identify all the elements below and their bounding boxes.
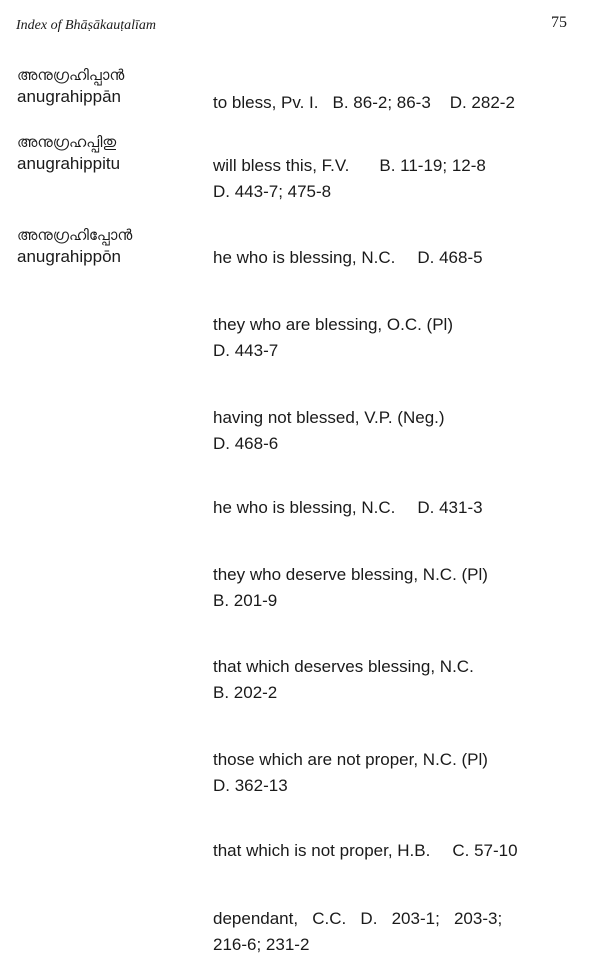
headword-malayalam: അനുഗ്രഹിപ്പാൻ — [17, 67, 125, 84]
entry-refs: 216-6; 231-2 — [213, 935, 310, 954]
entry-refs: D. 431-3 — [417, 498, 483, 517]
entry-3 — [213, 245, 483, 271]
entry-2 — [213, 153, 486, 205]
entry-10 — [213, 838, 518, 864]
entry-meaning: he who is blessing, N.C. — [213, 248, 396, 267]
entry-refs: D. 362-13 — [213, 776, 288, 795]
entry-meaning: he who is blessing, N.C. — [213, 498, 396, 517]
entry-9 — [213, 747, 488, 799]
entry-meaning: they who are blessing, O.C. (Pl) — [213, 315, 453, 334]
headword-malayalam: അനുഗ്രഹിപ്പോൻ — [17, 227, 133, 244]
entry-refs: D. 468-6 — [213, 434, 279, 453]
entry-meaning: to bless, Pv. I. — [213, 93, 319, 112]
entry-refs: C. 57-10 — [452, 841, 518, 860]
entry-refs: B. 201-9 — [213, 591, 278, 610]
headword-1 — [17, 66, 124, 108]
entry-meaning: those which are not proper, N.C. (Pl) — [213, 750, 488, 769]
entry-meaning: dependant, C.C. D. 203-1; 203-3; — [213, 909, 503, 928]
entry-meaning: that which deserves blessing, N.C. — [213, 657, 474, 676]
entry-4 — [213, 312, 453, 364]
entry-8 — [213, 654, 474, 706]
entry-6 — [213, 495, 483, 521]
entry-5 — [213, 405, 445, 457]
headword-transliteration: anugrahippān — [17, 87, 121, 106]
entry-refs: B. 86-2; 86-3 D. 282-2 — [332, 93, 515, 112]
entry-meaning: they who deserve blessing, N.C. (Pl) — [213, 565, 488, 584]
entry-refs-continued: D. 443-7; 475-8 — [213, 182, 332, 201]
headword-transliteration: anugrahippōn — [17, 247, 121, 266]
page-number: 75 — [551, 14, 567, 31]
entry-meaning: having not blessed, V.P. (Neg.) — [213, 408, 445, 427]
entry-refs: D. 443-7 — [213, 341, 279, 360]
headword-2 — [17, 133, 120, 175]
headword-3 — [17, 226, 132, 268]
entry-meaning: will bless this, F.V. — [213, 156, 350, 175]
entry-refs: D. 468-5 — [417, 248, 483, 267]
entry-7 — [213, 562, 488, 614]
entry-1 — [213, 90, 515, 116]
entry-meaning: that which is not proper, H.B. — [213, 841, 431, 860]
entry-refs: B. 11-19; 12-8 — [379, 156, 486, 175]
entry-11 — [213, 906, 502, 958]
headword-transliteration: anugrahippitu — [17, 154, 121, 173]
entry-refs: B. 202-2 — [213, 683, 278, 702]
headword-malayalam: അനുഗ്രഹപ്പിതു — [17, 134, 117, 151]
running-head: Index of Bhāṣākauṭalīam — [16, 18, 156, 33]
